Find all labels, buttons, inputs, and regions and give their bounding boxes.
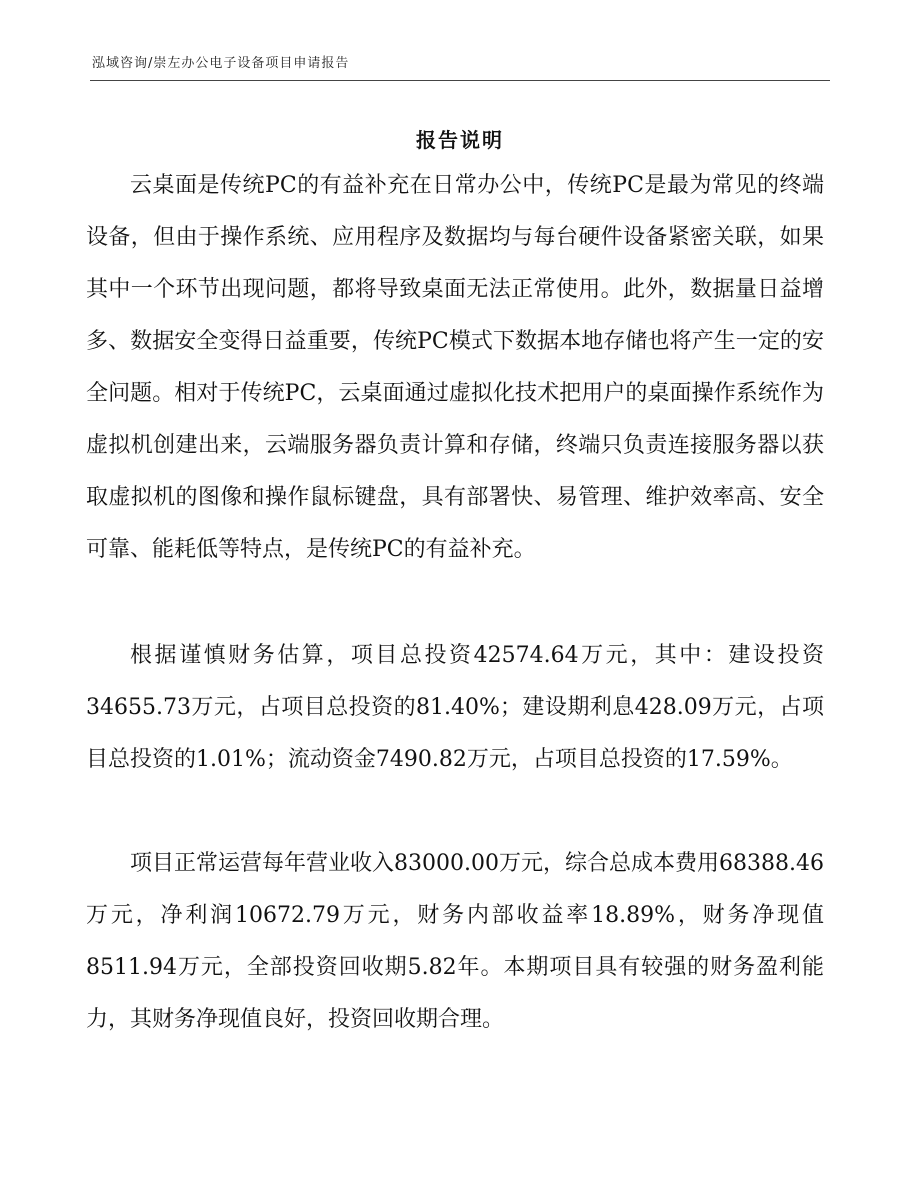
page-title: 报告说明 — [416, 128, 504, 152]
running-header: 泓域咨询/崇左办公电子设备项目申请报告 — [92, 56, 350, 71]
paragraph-financials: 项目正常运营每年营业收入83000.00万元，综合总成本费用68388.46万元，净利润10672.79万元，财务内部收益率18.89%，财务净现值8511.94万元，全部投资回收期5.82年。本期项目具有较强的财务盈利能力，其财务净现值良好，投资回收期合理。 — [86, 851, 824, 1032]
header-divider — [90, 80, 830, 81]
paragraph-investment: 根据谨慎财务估算，项目总投资42574.64万元，其中：建设投资34655.73万元，占项目总投资的81.40%；建设期利息428.09万元，占项目总投资的1.01%；流动资金7490.82万元，占项目总投资的17.59%。 — [86, 643, 824, 772]
paragraph-cloud-desktop: 云桌面是传统PC的有益补充在日常办公中，传统PC是最为常见的终端设备，但由于操作系统、应用程序及数据均与每台硬件设备紧密关联，如果其中一个环节出现问题，都将导致桌面无法正常使用。此外，数据量日益增多、数据安全变得日益重要，传统PC模式下数据本地存储也将产生一定的安全问题。相对于传统PC，云桌面通过虚拟化技术把用户的桌面操作系统作为虚拟机创建出来，云端服务器负责计算和存储，终端只负责连接服务器以获取虚拟机的图像和操作鼠标键盘，具有部署快、易管理、维护效率高、安全可靠、能耗低等特点，是传统PC的有益补充。 — [86, 173, 824, 562]
